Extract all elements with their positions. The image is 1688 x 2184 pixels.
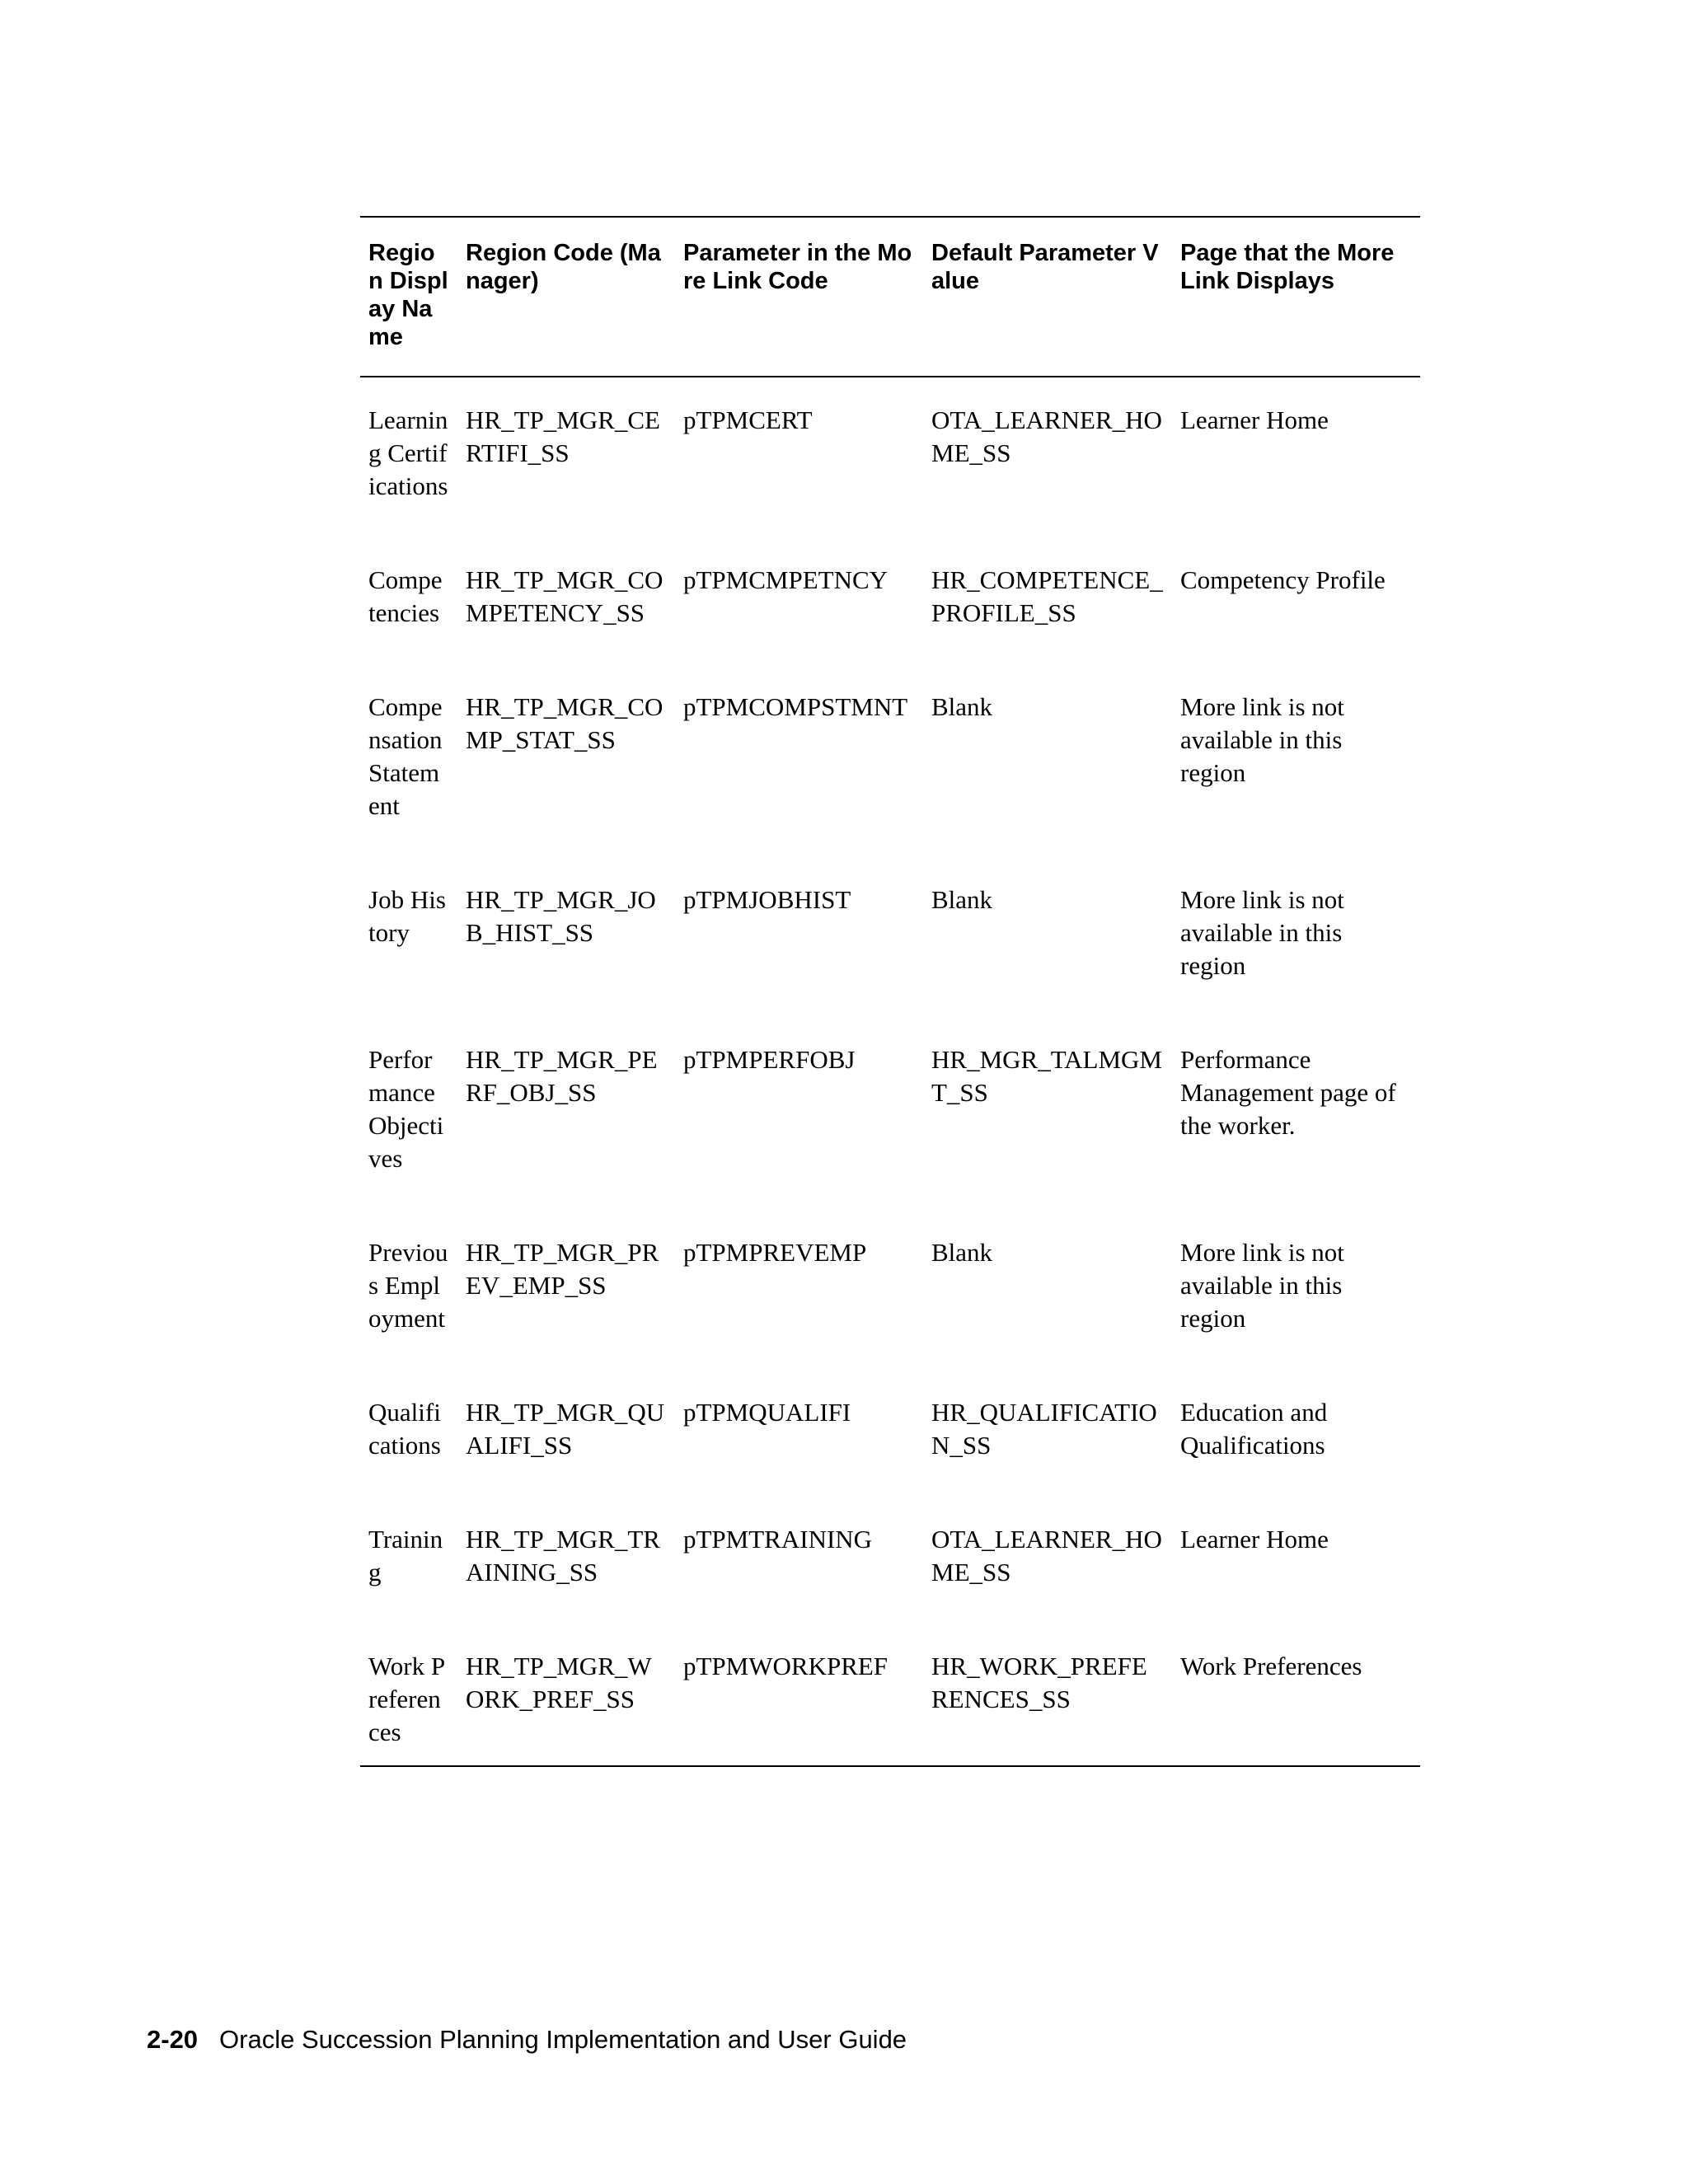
default-value-cell: HR_COMPETENCE_PROFILE_SS xyxy=(931,565,1163,627)
parameter-cell: pTPMQUALIFI xyxy=(683,1398,851,1427)
table-header xyxy=(360,217,1420,377)
parameter-cell: pTPMPERFOBJ xyxy=(683,1045,856,1074)
page-displayed-cell: More link is not available in this region xyxy=(1180,692,1344,787)
region-more-link-table xyxy=(360,216,1420,1767)
header-row xyxy=(360,217,1420,377)
region-name-cell: Competencies xyxy=(368,565,443,627)
region-name-cell: Previous Employment xyxy=(368,1238,448,1333)
parameter-cell: pTPMCOMPSTMNT xyxy=(683,692,908,721)
parameter-cell: pTPMCMPETNCY xyxy=(683,565,889,594)
table-row xyxy=(360,1624,1420,1766)
region-code-cell: HR_TP_MGR_TRAINING_SS xyxy=(466,1525,660,1586)
page-displayed-cell: Performance Management page of the worker. xyxy=(1180,1045,1396,1140)
table-row xyxy=(360,1497,1420,1624)
header-region-code: Region Code (Manager) xyxy=(466,240,661,294)
table-row xyxy=(360,537,1420,664)
header-parameter: Parameter in the More Link Code xyxy=(683,240,912,294)
region-code-cell: HR_TP_MGR_WORK_PREF_SS xyxy=(466,1652,652,1713)
table-row xyxy=(360,1017,1420,1210)
parameter-cell: pTPMWORKPREF xyxy=(683,1652,889,1680)
page-displayed-cell: Learner Home xyxy=(1180,405,1329,434)
region-code-cell: HR_TP_MGR_QUALIFI_SS xyxy=(466,1398,665,1460)
default-value-cell: Blank xyxy=(931,885,993,914)
region-code-cell: HR_TP_MGR_PERF_OBJ_SS xyxy=(466,1045,658,1107)
table-row xyxy=(360,1370,1420,1497)
region-name-cell: Learning Certifications xyxy=(368,405,448,500)
page-displayed-cell: Education and Qualifications xyxy=(1180,1398,1328,1460)
default-value-cell: HR_WORK_PREFERENCES_SS xyxy=(931,1652,1147,1713)
table-body xyxy=(360,377,1420,1766)
page-displayed-cell: More link is not available in this region xyxy=(1180,1238,1344,1333)
table-row xyxy=(360,377,1420,537)
region-name-cell: Training xyxy=(368,1525,443,1586)
region-name-cell: Qualifications xyxy=(368,1398,441,1460)
table-row xyxy=(360,664,1420,857)
table-row xyxy=(360,857,1420,1017)
region-code-cell: HR_TP_MGR_COMP_STAT_SS xyxy=(466,692,663,754)
default-value-cell: Blank xyxy=(931,1238,993,1267)
page-number: 2-20 xyxy=(147,2025,199,2054)
region-code-cell: HR_TP_MGR_JOB_HIST_SS xyxy=(466,885,656,947)
page-footer xyxy=(147,2024,907,2055)
default-value-cell: HR_QUALIFICATION_SS xyxy=(931,1398,1157,1460)
parameter-cell: pTPMPREVEMP xyxy=(683,1238,867,1267)
region-code-cell: HR_TP_MGR_COMPETENCY_SS xyxy=(466,565,663,627)
default-value-cell: OTA_LEARNER_HOME_SS xyxy=(931,1525,1162,1586)
page-displayed-cell: Learner Home xyxy=(1180,1525,1329,1554)
table-row xyxy=(360,1210,1420,1370)
page-displayed-cell: Work Preferences xyxy=(1180,1652,1362,1680)
header-default-value: Default Parameter Value xyxy=(931,240,1159,294)
book-title: Oracle Succession Planning Implementation and User Guide xyxy=(219,2025,907,2054)
region-name-cell: Work Preferences xyxy=(368,1652,446,1746)
region-code-cell: HR_TP_MGR_PREV_EMP_SS xyxy=(466,1238,659,1300)
header-region-display-name: Region Display Name xyxy=(368,240,448,350)
default-value-cell: Blank xyxy=(931,692,993,721)
parameter-cell: pTPMCERT xyxy=(683,405,813,434)
region-name-cell: Performance Objectives xyxy=(368,1045,444,1173)
parameter-cell: pTPMTRAINING xyxy=(683,1525,873,1554)
page-displayed-cell: More link is not available in this region xyxy=(1180,885,1344,980)
region-name-cell: Compensation Statement xyxy=(368,692,443,820)
parameter-cell: pTPMJOBHIST xyxy=(683,885,851,914)
header-page-displayed: Page that the More Link Displays xyxy=(1180,240,1395,294)
default-value-cell: OTA_LEARNER_HOME_SS xyxy=(931,405,1162,467)
page-displayed-cell: Competency Profile xyxy=(1180,565,1386,594)
default-value-cell: HR_MGR_TALMGMT_SS xyxy=(931,1045,1162,1107)
region-name-cell: Job History xyxy=(368,885,446,947)
region-code-cell: HR_TP_MGR_CERTIFI_SS xyxy=(466,405,660,467)
